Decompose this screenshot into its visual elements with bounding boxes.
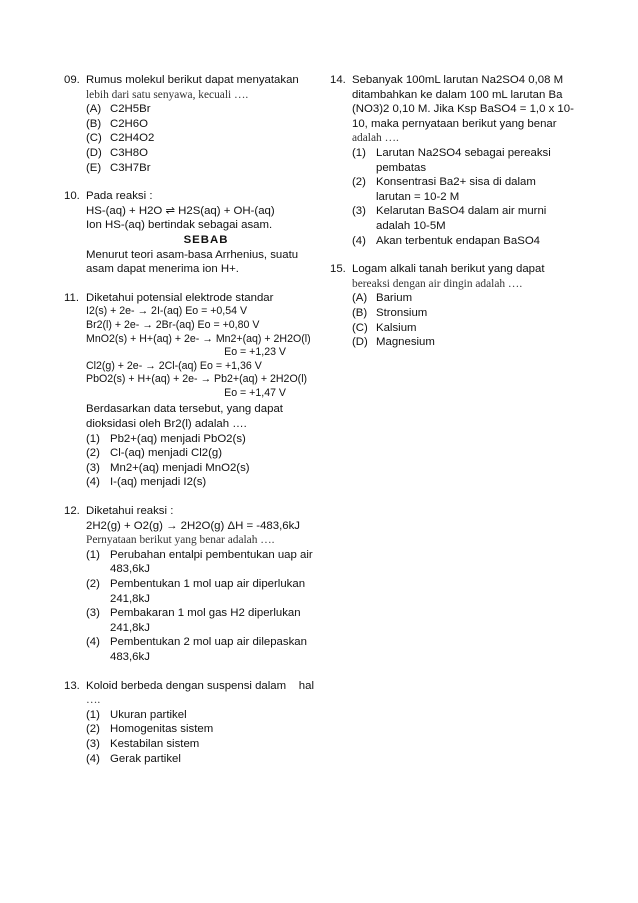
options-list [330,291,580,349]
left-column [64,73,326,780]
question-stem-continued: ditambahkan ke dalam 100 mL larutan Ba [352,88,563,101]
question-13 [64,679,326,767]
reaction-line: PbO2(s) + H+(aq) + 2e- → Pb2+(aq) + 2H2O(l) [86,373,308,386]
reaction-line: Cl2(g) + 2e- → 2Cl-(aq) Eo = +1,36 V [86,359,262,372]
question-stem: Diketahui potensial elektrode standar [86,291,274,304]
question-stem-continued: adalah …. [352,132,399,145]
reaction-line: MnO2(s) + H+(aq) + 2e- → Mn2+(aq) + 2H2O(l) [86,332,311,345]
question-stem-continued: …. [86,694,101,707]
reaction-line: I2(s) + 2e- → 2I-(aq) Eo = +0,54 V [86,305,248,318]
option: (4) Akan terbentuk endapan BaSO4 [352,234,541,247]
question-stem: Koloid berbeda dengan suspensi dalam hal [86,679,314,692]
question-stem-continued: lebih dari satu senyawa, kecuali …. [86,88,249,101]
statement: Ion HS-(aq) bertindak sebagai asam. [86,219,273,232]
question-stem-continued: dioksidasi oleh Br2(l) adalah …. [86,418,247,431]
reaction-potential: Eo = +1,47 V [224,386,286,399]
question-stem: Pada reaksi : [86,190,153,203]
question-stem-continued: Berdasarkan data tersebut, yang dapat [86,403,283,416]
option: (A) C2H5Br [86,103,151,116]
options-list [64,708,326,766]
option: (A) Barium [352,292,413,305]
question-number: 12. [64,505,80,518]
question-number: 15. [330,263,346,276]
question-number: 09. [64,74,80,86]
question-stem-continued: Pernyataan berikut yang benar adalah …. [86,534,275,547]
question-stem-continued: (NO3)2 0,10 M. Jika Ksp BaSO4 = 1,0 x 10- [352,103,574,116]
option: (1) Ukuran partikel [86,708,187,721]
option: (2) Pembentukan 1 mol uap air diperlukan 241,8kJ [86,578,306,605]
reaction-list [64,305,326,400]
option: (2) Konsentrasi Ba2+ sisa di dalam larutan = 10-2 M [352,176,536,203]
question-stem: Rumus molekul berikut dapat menyatakan [86,74,299,86]
reaction-potential: Eo = +1,23 V [224,346,286,359]
question-09 [64,73,326,175]
reaction-equation: HS-(aq) + H2O ⇌ H2S(aq) + OH-(aq) [86,204,275,217]
right-column [330,73,580,364]
question-12 [64,504,326,665]
option: (2) Cl-(aq) menjadi Cl2(g) [86,447,223,460]
option: (4) Gerak partikel [86,752,181,765]
option: (1) Pb2+(aq) menjadi PbO2(s) [86,432,246,445]
question-number: 14. [330,74,346,86]
option: (1) Perubahan entalpi pembentukan uap air 483,6kJ [86,548,313,576]
options-list [64,102,326,175]
options-list [64,548,326,665]
option: (4) I-(aq) menjadi I2(s) [86,476,207,489]
question-number: 11. [64,291,79,304]
question-11 [64,291,326,490]
option: (C) Kalsium [352,321,417,334]
reason: Menurut teori asam-basa Arrhenius, suatu [86,248,299,261]
question-10 [64,189,326,277]
options-list [64,432,326,490]
option: (E) C3H7Br [86,161,151,174]
sebab-label: SEBAB [183,233,229,246]
option: (D) Magnesium [352,336,435,349]
option: (3) Kestabilan sistem [86,737,200,750]
option: (D) C3H8O [86,146,148,159]
option: (4) Pembentukan 2 mol uap air dilepaskan 483,6kJ [86,636,307,663]
option: (3) Kelarutan BaSO4 dalam air murni adalah 10-5M [352,205,547,232]
question-stem-continued: 10, maka pernyataan berikut yang benar [352,117,557,130]
question-stem: Diketahui reaksi : [86,505,174,518]
option: (1) Larutan Na2SO4 sebagai pereaksi pembatas [352,146,551,174]
question-15 [330,262,580,350]
option: (3) Pembakaran 1 mol gas H2 diperlukan 241,8kJ [86,607,301,634]
question-stem-continued: bereaksi dengan air dingin adalah …. [352,277,523,290]
question-stem: Sebanyak 100mL larutan Na2SO4 0,08 M [352,74,564,86]
option: (3) Mn2+(aq) menjadi MnO2(s) [86,461,250,474]
question-number: 13. [64,679,80,692]
reaction-line: Br2(l) + 2e- → 2Br-(aq) Eo = +0,80 V [86,318,260,331]
option: (C) C2H4O2 [86,132,155,145]
options-list [330,146,580,248]
option: (B) Stronsium [352,306,428,319]
question-14 [330,73,580,248]
question-number: 10. [64,190,80,203]
reason-continued: asam dapat menerima ion H+. [86,263,239,276]
option: (2) Homogenitas sistem [86,723,214,736]
reaction-equation: 2H2(g) + O2(g) → 2H2O(g) ΔH = -483,6kJ [86,519,300,532]
question-stem: Logam alkali tanah berikut yang dapat [352,263,545,276]
option: (B) C2H6O [86,117,148,130]
